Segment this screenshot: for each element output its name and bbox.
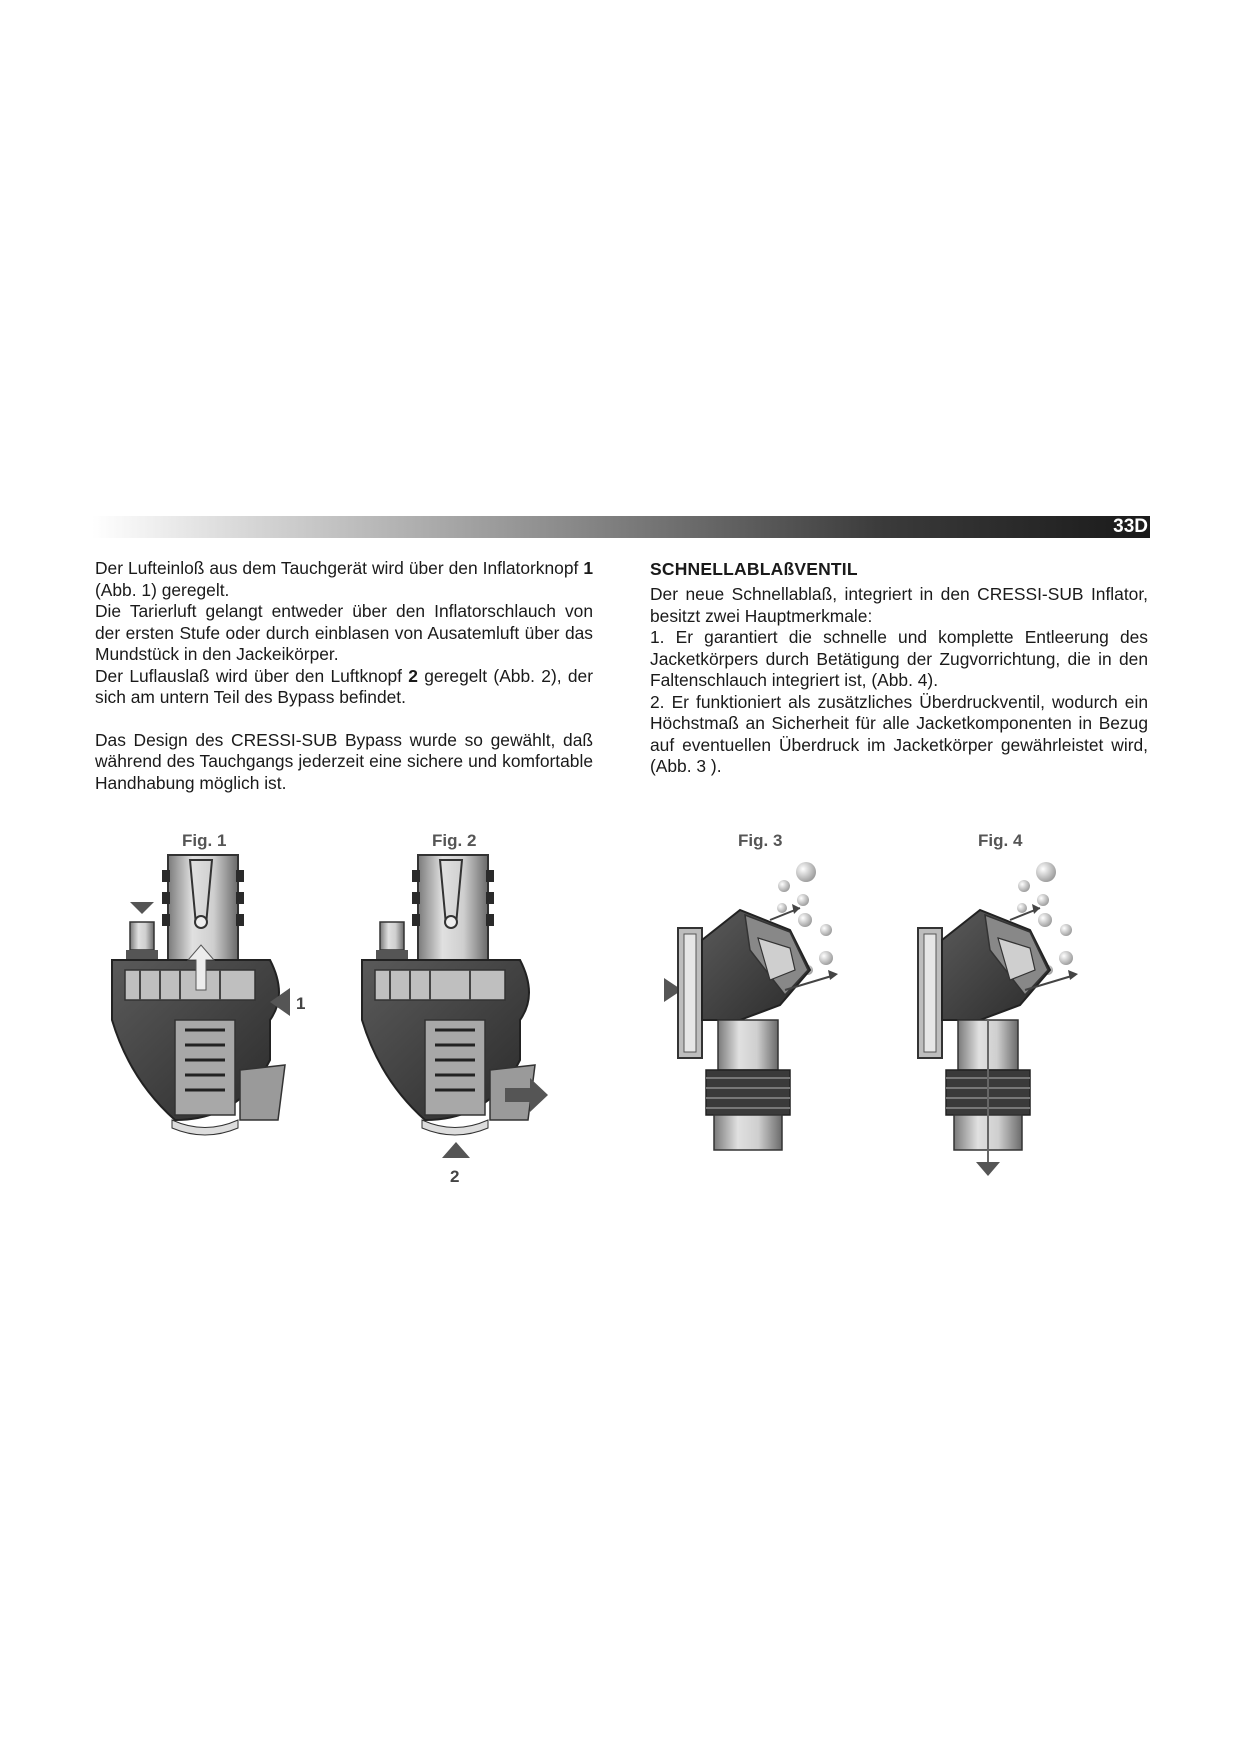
- features-intro-paragraph: Der neue Schnellablaß, integriert in den CRESSI-SUB Inflator, besitzt zwei Hauptmerkmale:: [650, 584, 1148, 626]
- left-column: [95, 558, 593, 794]
- figure-4-title: Fig. 4: [978, 831, 1023, 850]
- figures-illustration: [0, 820, 1241, 1220]
- right-column: [650, 558, 1148, 778]
- figure-2: [362, 831, 548, 1186]
- figure-3: [664, 831, 838, 1150]
- figure-1-title: Fig. 1: [182, 831, 227, 850]
- air-outlet-paragraph: Der Luflauslaß wird über den Luftknopf 2 geregelt (Abb. 2), der sich am untern Teil des Bypass befindet.: [95, 665, 593, 707]
- figure-3-title: Fig. 3: [738, 831, 783, 850]
- page-number: 33D: [1113, 516, 1148, 537]
- feature-1-paragraph: 1. Er garantiert die schnelle und komplette Entleerung des Jacketkörpers durch Betätigung der Zugvorrichtung, die in den Faltenschlauch integriert ist, (Abb. 4).: [650, 627, 1148, 690]
- feature-2-paragraph: 2. Er funktioniert als zusätzliches Überdruckventil, wodurch ein Höchstmaß an Sicherheit für alle Jacketkomponenten in Bezug auf eventuellen Überdruck im Jacketkörper gewährleistet wird, (Abb. 3 ).: [650, 691, 1148, 776]
- air-supply-paragraph: Die Tarierluft gelangt entweder über den Inflatorschlauch von der ersten Stufe oder durch einblasen von Ausatemluft über das Mundstück in den Jackeikörper.: [95, 601, 593, 664]
- figure-2-title: Fig. 2: [432, 831, 477, 850]
- section-heading: SCHNELLABLAßVENTIL: [650, 559, 858, 579]
- button-1-ref: 1: [583, 558, 593, 578]
- intro-paragraph: Der Lufteinloß aus dem Tauchgerät wird über den Inflatorknopf 1 (Abb. 1) geregelt.: [95, 558, 593, 600]
- figure-4: [918, 831, 1078, 1176]
- button-2-ref: 2: [408, 665, 418, 686]
- design-paragraph: Das Design des CRESSI-SUB Bypass wurde so gewählt, daß während des Tauchgangs jederzeit eine sichere und komfortable Handhabung möglich ist.: [95, 729, 593, 793]
- figure-1: [112, 831, 305, 1135]
- header-bar: [92, 516, 1150, 538]
- figure-2-marker: 2: [450, 1167, 460, 1186]
- figure-1-marker: 1: [296, 994, 306, 1013]
